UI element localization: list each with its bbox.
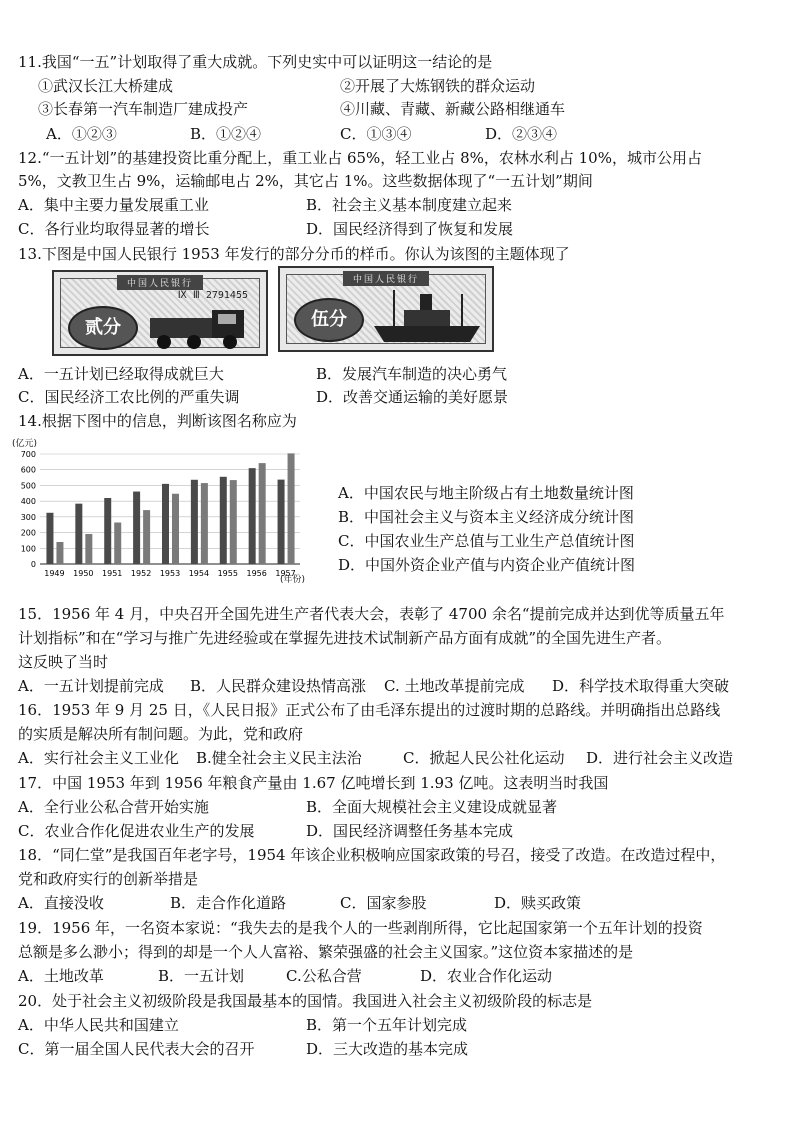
banknote-banner: 中国人民银行 bbox=[343, 271, 429, 286]
q15-stem-line1: 15．1956 年 4 月，中央召开全国先进生产者代表大会，表彰了 4700 余名“提前完成并达到优等质量五年 bbox=[18, 605, 725, 623]
chart-bar bbox=[259, 463, 266, 564]
q18-option-d: D．赎买政策 bbox=[494, 894, 582, 912]
chart-y-axis-label: (亿元) bbox=[12, 439, 38, 449]
q19-option-d: D．农业合作化运动 bbox=[420, 967, 553, 985]
chart-y-tick-label: 0 bbox=[30, 560, 36, 569]
chart-bar bbox=[191, 480, 198, 564]
q18-option-c: C．国家参股 bbox=[340, 894, 427, 912]
q11-item-2: ②开展了大炼钢铁的群众运动 bbox=[340, 77, 536, 95]
q17-option-c: C．农业合作化促进农业生产的发展 bbox=[18, 822, 255, 840]
chart-bar bbox=[46, 513, 53, 564]
banknote-serial: Ⅸ Ⅲ 2791455 bbox=[177, 290, 248, 301]
chart-bar bbox=[85, 534, 92, 564]
q12-stem-line1: 12.“一五计划”的基建投资比重分配上，重工业占 65%，轻工业占 8%，农林水利占 10%，城市公用占 bbox=[18, 149, 702, 167]
q16-stem-line1: 16．1953 年 9 月 25 日，《人民日报》正式公布了由毛泽东提出的过渡时期的总路线。并明确指出总路线 bbox=[18, 701, 721, 719]
q17-stem: 17．中国 1953 年到 1956 年粮食产量由 1.67 亿吨增长到 1.93 亿吨。这表明当时我国 bbox=[18, 774, 609, 792]
q12-option-a: A．集中主要力量发展重工业 bbox=[18, 196, 209, 214]
chart-y-tick-label: 200 bbox=[20, 528, 36, 538]
chart-bar bbox=[56, 542, 63, 564]
chart-bar bbox=[201, 483, 208, 564]
chart-x-tick-label: 1949 bbox=[44, 569, 65, 578]
q20-option-c: C．第一届全国人民代表大会的召开 bbox=[18, 1040, 255, 1058]
q16-option-a: A．实行社会主义工业化 bbox=[18, 749, 179, 767]
chart-bar bbox=[172, 494, 179, 564]
q17-option-a: A．全行业公私合营开始实施 bbox=[18, 798, 209, 816]
q15-stem-line2: 计划指标”和在“学习与推广先进经验或在掌握先进技术试制新产品方面有成就”的全国先进生产者。 bbox=[18, 629, 672, 647]
chart-bar bbox=[143, 510, 150, 564]
q15-option-d: D．科学技术取得重大突破 bbox=[552, 677, 730, 695]
q17-option-b: B．全面大规模社会主义建设成就显著 bbox=[306, 798, 558, 816]
q14-option-c: C．中国农业生产总值与工业生产总值统计图 bbox=[338, 532, 635, 550]
q16-stem-line2: 的实质是解决所有制问题。为此，党和政府 bbox=[18, 725, 304, 743]
q19-option-b: B．一五计划 bbox=[158, 967, 245, 985]
banknote-two-fen bbox=[52, 270, 268, 356]
q16-option-b: B.健全社会主义民主法治 bbox=[196, 749, 362, 767]
chart-x-tick-label: 1955 bbox=[217, 569, 238, 578]
banknote-five-fen bbox=[278, 266, 494, 352]
chart-x-tick-label: 1951 bbox=[102, 569, 123, 578]
q11-item-3: ③长春第一汽车制造厂建成投产 bbox=[38, 100, 249, 118]
chart-bar bbox=[288, 453, 295, 564]
chart-bar bbox=[75, 504, 82, 564]
q13-option-b: B．发展汽车制造的决心勇气 bbox=[316, 365, 508, 383]
q19-stem-line2: 总额是多么渺小；得到的却是一个人人富裕、繁荣强盛的社会主义国家。”这位资本家描述的是 bbox=[18, 943, 634, 961]
bar-chart bbox=[10, 436, 315, 588]
q19-option-a: A．土地改革 bbox=[18, 967, 104, 985]
q20-stem: 20．处于社会主义初级阶段是我国最基本的国情。我国进入社会主义初级阶段的标志是 bbox=[18, 992, 593, 1010]
chart-bar bbox=[133, 492, 140, 564]
q19-option-c: C.公私合营 bbox=[286, 967, 362, 985]
q16-option-d: D．进行社会主义改造 bbox=[586, 749, 734, 767]
chart-x-tick-label: 1952 bbox=[130, 569, 152, 578]
q13-option-a: A．一五计划已经取得成就巨大 bbox=[18, 365, 224, 383]
q13-option-c: C．国民经济工农比例的严重失调 bbox=[18, 388, 240, 406]
q12-option-d: D．国民经济得到了恢复和发展 bbox=[306, 220, 514, 238]
chart-y-tick-label: 700 bbox=[20, 450, 36, 459]
q11-stem: 11.我国“一五”计划取得了重大成就。下列史实中可以证明这一结论的是 bbox=[18, 53, 493, 71]
q13-option-d: D．改善交通运输的美好愿景 bbox=[316, 388, 509, 406]
chart-x-axis-label: (年份) bbox=[280, 575, 306, 585]
q18-stem-line2: 党和政府实行的创新举措是 bbox=[18, 870, 199, 888]
q18-option-a: A．直接没收 bbox=[18, 894, 104, 912]
q12-option-b: B．社会主义基本制度建立起来 bbox=[306, 196, 513, 214]
q14-option-a: A．中国农民与地主阶级占有土地数量统计图 bbox=[338, 484, 634, 502]
chart-y-tick-label: 400 bbox=[20, 497, 36, 507]
chart-bar bbox=[278, 480, 285, 564]
q16-option-c: C．掀起人民公社化运动 bbox=[403, 749, 565, 767]
q20-option-a: A．中华人民共和国建立 bbox=[18, 1016, 179, 1034]
banknote-value: 贰分 bbox=[68, 306, 138, 350]
q20-option-d: D．三大改造的基本完成 bbox=[306, 1040, 469, 1058]
q13-stem: 13.下图是中国人民银行 1953 年发行的部分分币的样币。你认为该图的主题体现了 bbox=[18, 245, 570, 263]
chart-x-tick-label: 1953 bbox=[159, 569, 181, 578]
chart-y-tick-label: 600 bbox=[20, 465, 36, 475]
q18-stem-line1: 18．“同仁堂”是我国百年老字号，1954 年该企业积极响应国家政策的号召，接受了改造。在改造过程中， bbox=[18, 846, 726, 864]
q14-option-b: B．中国社会主义与资本主义经济成分统计图 bbox=[338, 508, 635, 526]
q15-option-c: C. 土地改革提前完成 bbox=[384, 677, 525, 695]
chart-y-tick-label: 100 bbox=[20, 544, 36, 554]
ship-icon bbox=[370, 286, 488, 346]
q20-option-b: B．第一个五年计划完成 bbox=[306, 1016, 468, 1034]
chart-x-tick-label: 1950 bbox=[73, 569, 94, 578]
q15-option-b: B．人民群众建设热情高涨 bbox=[190, 677, 367, 695]
chart-bar bbox=[162, 484, 169, 564]
chart-y-tick-label: 500 bbox=[20, 481, 36, 491]
q11-item-1: ①武汉长江大桥建成 bbox=[38, 77, 174, 95]
q11-option-c: C．①③④ bbox=[340, 125, 412, 143]
chart-bar bbox=[230, 480, 237, 564]
q11-option-d: D．②③④ bbox=[485, 125, 558, 143]
q12-option-c: C．各行业均取得显著的增长 bbox=[18, 220, 210, 238]
q12-stem-line2: 5%，文教卫生占 9%，运输邮电占 2%，其它占 1%。这些数据体现了“一五计划”期间 bbox=[18, 172, 593, 190]
truck-icon bbox=[146, 308, 256, 350]
banknote-value: 伍分 bbox=[294, 298, 364, 342]
banknote-banner: 中国人民银行 bbox=[117, 275, 203, 290]
q11-option-b: B．①②④ bbox=[190, 125, 262, 143]
chart-bar bbox=[104, 498, 111, 564]
chart-bar bbox=[220, 477, 227, 564]
q15-option-a: A．一五计划提前完成 bbox=[18, 677, 164, 695]
chart-bar bbox=[114, 523, 121, 564]
q18-option-b: B．走合作化道路 bbox=[170, 894, 287, 912]
q15-stem-line3: 这反映了当时 bbox=[18, 653, 109, 671]
chart-y-tick-label: 300 bbox=[20, 512, 36, 522]
q19-stem-line1: 19．1956 年，一名资本家说：“我失去的是我个人的一些剥削所得，它比起国家第一个五年计划的投资 bbox=[18, 919, 703, 937]
q14-option-d: D．中国外资企业产值与内资企业产值统计图 bbox=[338, 556, 636, 574]
chart-x-tick-label: 1954 bbox=[188, 569, 210, 578]
q17-option-d: D．国民经济调整任务基本完成 bbox=[306, 822, 514, 840]
q11-item-4: ④川藏、青藏、新藏公路相继通车 bbox=[340, 100, 566, 118]
chart-x-tick-label: 1956 bbox=[246, 569, 267, 578]
chart-bar bbox=[249, 468, 256, 564]
chart-x-tick-label: 1957 bbox=[275, 569, 296, 578]
q11-option-a: A．①②③ bbox=[46, 125, 117, 143]
q14-stem: 14.根据下图中的信息，判断该图名称应为 bbox=[18, 412, 297, 430]
